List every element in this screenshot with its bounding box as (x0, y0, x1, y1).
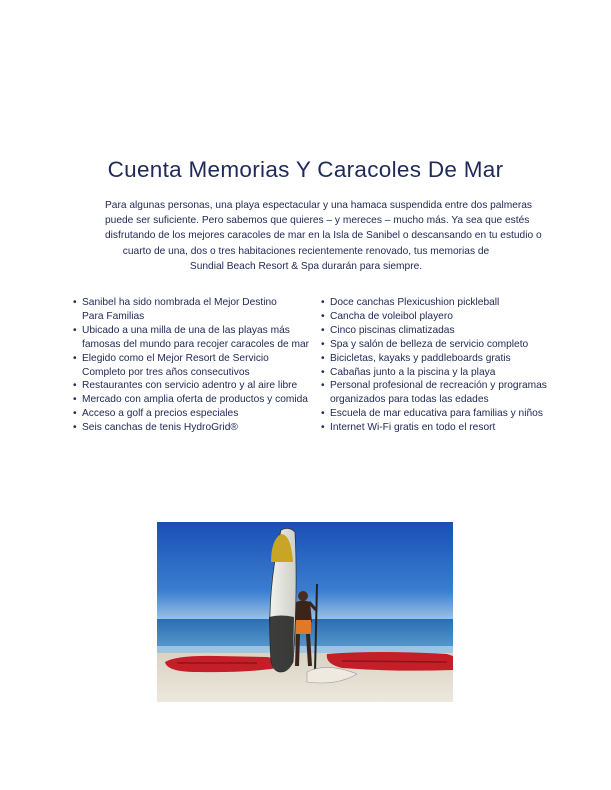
list-item (73, 421, 318, 435)
list-item-text: Para Familias (82, 310, 145, 322)
list-item (321, 338, 566, 352)
kayak-right-seam (342, 661, 447, 662)
intro-line: disfrutando de los mejores caracoles de mar en la Isla de Sanibel o descansando en tu estudio o (105, 230, 542, 242)
kayak-left (165, 656, 279, 672)
person-shorts (296, 620, 311, 634)
list-item (73, 296, 318, 324)
intro-paragraph (105, 198, 542, 274)
beach-paddleboard-photo (157, 522, 453, 702)
list-item-text: • Bicicletas, kayaks y paddleboards gratis (330, 352, 511, 364)
list-item (321, 310, 566, 324)
list-item-text: • Ubicado a una milla de una de las playas más (82, 324, 290, 336)
list-item-text: • Seis canchas de tenis HydroGrid® (82, 422, 238, 434)
intro-line: Para algunas personas, una playa espectacular y una hamaca suspendida entre dos palmeras (105, 200, 533, 211)
list-item (321, 352, 566, 366)
paddleboard-tail (269, 616, 294, 673)
list-item-text: • Cinco piscinas climatizadas (330, 324, 455, 336)
list-item-text: • Cancha de voleibol playero (330, 310, 453, 322)
list-item-text: • Internet Wi-Fi gratis en todo el resort (330, 422, 496, 434)
list-item-text: • Mercado con amplia oferta de productos y comida (82, 394, 308, 406)
intro-line: Sundial Beach Resort & Spa durarán para siempre. (189, 260, 423, 272)
intro-line: puede ser suficiente. Pero sabemos que quieres – y mereces – mucho más. Ya sea que estés (105, 215, 530, 227)
list-item (321, 296, 566, 310)
list-item-text: • Cabañas junto a la piscina y la playa (330, 366, 496, 378)
list-item (73, 407, 318, 421)
list-item-text: • Restaurantes con servicio adentro y al aire libre (82, 380, 298, 392)
list-item-text: • Doce canchas Plexicushion pickleball (330, 297, 500, 308)
list-item-text: • Acceso a golf a precios especiales (82, 408, 239, 420)
list-item (73, 352, 318, 380)
intro-line: cuarto de una, dos o tres habitaciones recientemente renovado, tus memorias de (122, 245, 490, 257)
list-item (73, 324, 318, 352)
list-item (321, 366, 566, 380)
list-item (321, 379, 566, 407)
list-item-text: • Spa y salón de belleza de servicio completo (330, 338, 529, 350)
person-head (298, 591, 308, 601)
list-item (73, 393, 318, 407)
list-item-text: • Personal profesional de recreación y programas (330, 380, 547, 392)
page-title: Cuenta Memorias Y Caracoles De Mar (107, 157, 504, 182)
list-item (321, 421, 566, 435)
list-item-text: organizados para todas las edades (330, 394, 489, 406)
list-item (321, 407, 566, 421)
list-item-text: Completo por tres años consecutivos (82, 366, 250, 378)
list-item-text: famosas del mundo para recojer caracoles de mar (82, 338, 310, 350)
amenities-list-right (321, 296, 566, 435)
list-item (321, 324, 566, 338)
photo-illustration (157, 522, 453, 702)
list-item-text: • Escuela de mar educativa para familias y niños (330, 408, 543, 420)
amenities-list-left (73, 296, 318, 435)
list-item-text: • Sanibel ha sido nombrada el Mejor Destino (82, 297, 277, 308)
list-item (73, 379, 318, 393)
list-item-text: • Elegido como el Mejor Resort de Servicio (82, 352, 269, 364)
